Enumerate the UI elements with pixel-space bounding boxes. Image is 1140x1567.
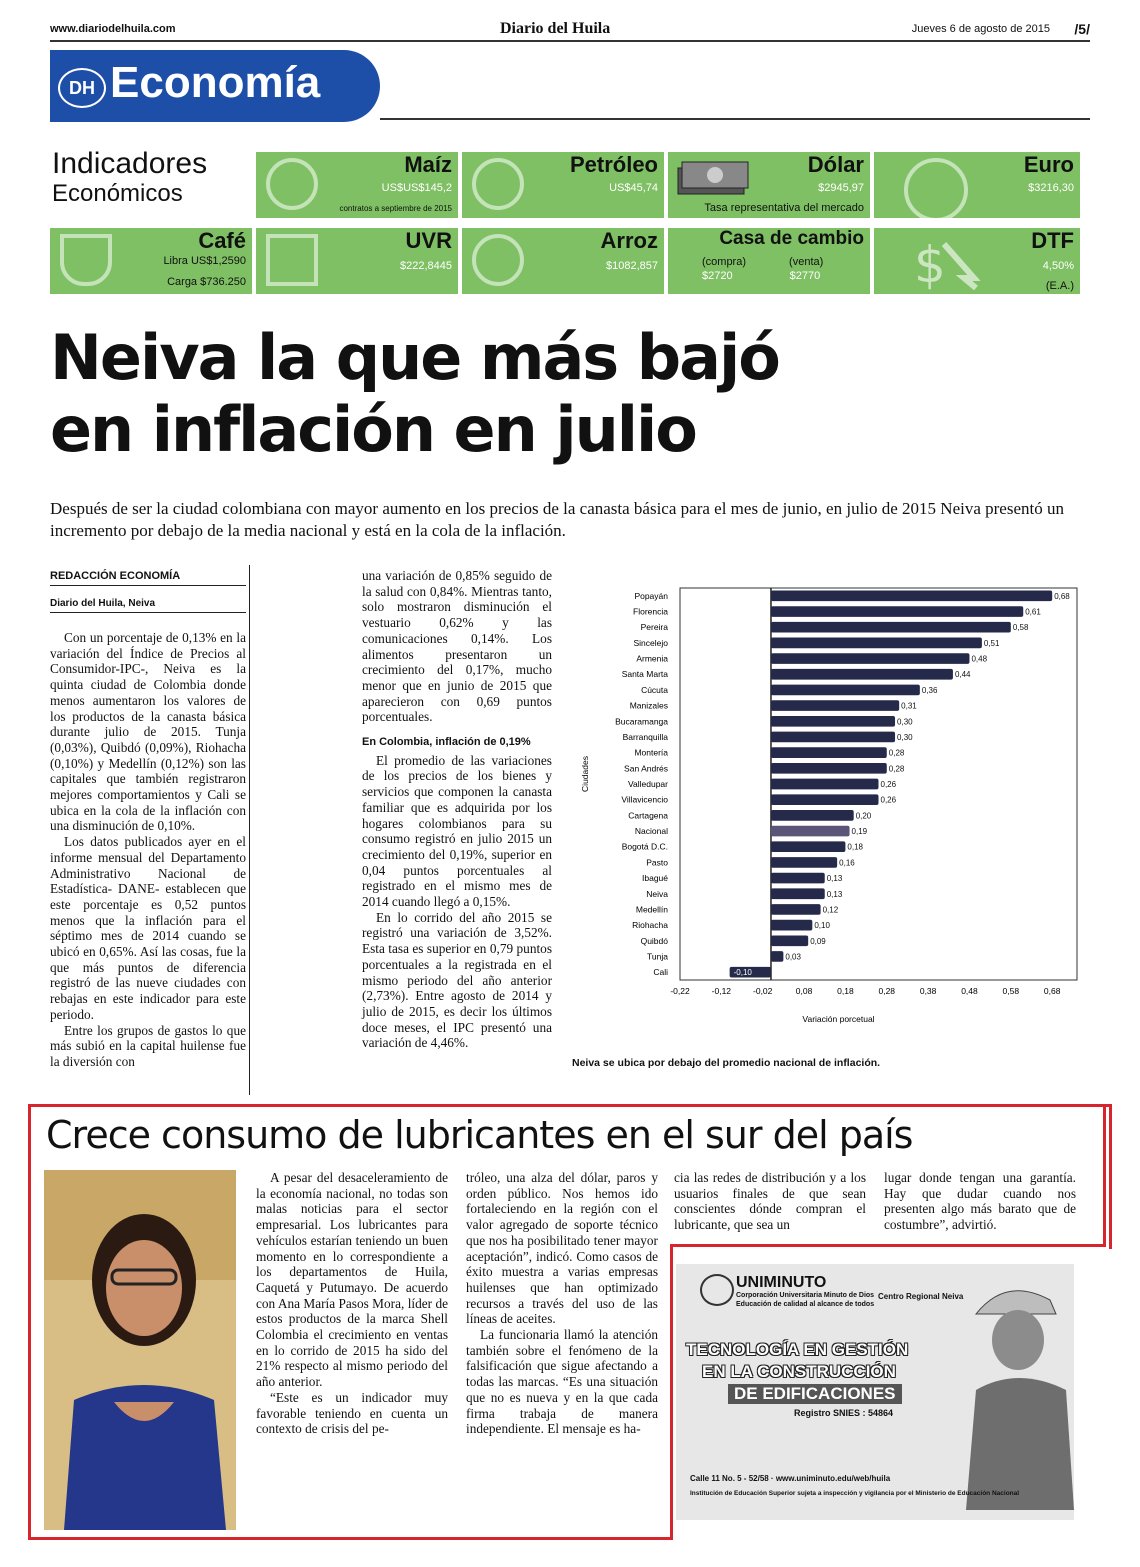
data-label: 0,09 [810,936,826,946]
data-label: 0,13 [826,889,843,899]
bar [771,669,953,680]
rice-icon [472,234,524,286]
x-axis-label: Variación porcetual [802,1014,875,1024]
article2-column-3 [674,1170,866,1233]
article2-column-2 [466,1170,658,1437]
indicator-uvr [256,228,458,294]
indicator-name: Dólar [807,152,864,177]
category-label: Nacional [634,826,668,837]
data-label: 0,44 [954,670,971,680]
data-label: 0,48 [971,654,988,664]
euro-icon [904,158,968,218]
category-label: Cali [653,967,668,978]
bar [771,700,899,711]
advertisement[interactable] [676,1264,1074,1520]
paragraph: Los datos publicados ayer en el informe mensual del Departamento Administrativo Nacional de Estadística- DANE- establecen que este porcentaje es 0,52 puntos menos que la inflación para el séptimo mes de 2014 cuando se ubicó en 0,65%. Así las cosas, fue la que más puntos de diferencia registró de las nueve ciudades con rebajas en este indicador para este periodo. [50,834,246,1022]
category-label: Bogotá D.C. [621,841,668,852]
data-label: 0,12 [822,905,839,915]
category-label: Pasto [646,857,668,868]
indicator-name: Euro [1023,152,1074,177]
section-logo: DH [58,68,106,108]
bar [771,904,821,915]
byline-author: REDACCIÓN ECONOMÍA [50,570,246,586]
bar [771,622,1011,633]
bar [771,747,887,758]
x-tick-label: 0,68 [1043,986,1061,996]
ad-brand-sub-1: Corporación Universitaria Minuto de Dios [736,1292,875,1299]
indicators-title-line1: Indicadores [52,147,208,180]
bar [771,606,1023,617]
banknote-icon [676,160,750,196]
section-banner [50,50,380,122]
paragraph: “Este es un indicador muy favorable teniendo en cuenta un contexto de crisis del pe- [256,1389,448,1437]
paragraph: En lo corrido del año 2015 se registró una variación de 3,52%. Esta tasa es superior en 0,79 puntos porcentuales a la registrada en el mismo periodo del año anterior (2,73%). Entre agosto de 2014 y julio de 2015, es decir los últimos doce meses, el IPC presentó una variación de 4,46%. [362,909,552,1051]
worker-illustration [966,1270,1074,1510]
data-label: 0,51 [983,638,1000,648]
indicator-name: Petróleo [569,152,658,177]
article2-column-1 [256,1170,448,1437]
highlight-box-inner [670,1244,673,1540]
data-label: 0,16 [839,858,855,868]
inflation-bar-chart [572,580,1092,1050]
page-header [50,20,1090,42]
indicator-petroleo [462,152,664,218]
category-label: Montería [634,747,668,758]
ad-regional: Centro Regional Neiva [878,1292,964,1301]
data-label: -0,10 [733,968,752,978]
section-divider [380,118,1090,120]
category-label: Cúcuta [641,684,668,695]
indicator-value: US$45,74 [609,182,658,194]
bar [771,716,895,727]
article-deck: Después de ser la ciudad colombiana con mayor aumento en los precios de la canasta básica para el mes de junio, en julio de 2015 Neiva presentó un incremento por debajo de la media nacional y está en la cola de la inflación. [50,499,1064,540]
indicator-euro [874,152,1080,218]
indicator-value: $222,8445 [400,260,452,272]
x-tick-label: 0,08 [795,986,813,996]
indicator-note: Tasa representativa del mercado [704,202,864,214]
indicator-note: $2720 $2770 [702,270,821,282]
indicator-name: DTF [1031,228,1074,253]
data-label: 0,58 [1012,623,1029,633]
data-label: 0,13 [826,874,843,884]
svg-text:$: $ [914,236,946,290]
article2-column-4 [884,1170,1076,1233]
paragraph: cia las redes de distribución y a los usuarios finales de que sean conscientes dónde compran el lubricante, que sea un [674,1170,866,1233]
data-label: 0,36 [921,685,938,695]
data-label: 0,61 [1025,607,1041,617]
indicator-value: Libra US$1,2590 [163,255,246,267]
house-icon [266,234,318,286]
category-label: Quibdó [640,935,668,946]
chart-caption: Neiva se ubica por debajo del promedio nacional de inflación. [572,1057,881,1069]
bar [771,685,920,696]
indicator-casa-cambio [668,228,870,294]
category-label: Valledupar [627,779,668,789]
article-column-2 [362,568,552,1051]
bar [771,857,837,868]
x-tick-label: -0,22 [670,986,690,996]
category-label: Pereira [640,622,668,633]
indicator-arroz [462,228,664,294]
bar [771,841,845,852]
category-label: Medellín [635,904,668,915]
category-label: Riohacha [632,920,668,931]
article2-headline: Crece consumo de lubricantes en el sur del país [46,1113,913,1157]
article-column-1 [50,630,246,1070]
bar [771,794,879,805]
bar [771,763,887,774]
bar [771,810,854,821]
paragraph: tróleo, una alza del dólar, paros y orden público. Nos hemos ido fortaleciendo en la región con el valor agregado de soporte técnico que nos ha posibilitado tener mayor aceptación”, indicó. Como casos de éxito muestra a varias empresas huilenses que han optimizado recursos a través del uso de las líneas de aceites. [466,1170,658,1327]
indicator-name: Arroz [600,228,658,253]
category-label: Armenia [636,653,668,664]
corn-icon [266,158,318,210]
dollar-arrow-icon [904,234,984,290]
data-label: 0,28 [888,748,905,758]
article-headline [50,322,1110,466]
bar [771,732,895,743]
indicator-dtf [874,228,1080,294]
paragraph: A pesar del desaceleramiento de la economía nacional, no todas son malas noticias para el sector empresarial. Los lubricantes para vehículos estarían teniendo un buen momento en lo correspondiente a los departamentos de Huila, Caquetá y Putumayo. De acuerdo con Ana María Pasos Mora, líder de estos productos de la marca Shell Colombia el crecimiento en ventas en lo corrido de 2015 ha sido del 21% respecto al mismo periodo del año anterior. [256,1170,448,1390]
x-tick-label: -0,12 [711,986,732,996]
category-label: Sincelejo [633,637,668,648]
x-tick-label: 0,18 [837,986,854,996]
ad-snies: Registro SNIES : 54864 [794,1408,894,1418]
site-url[interactable]: www.diariodelhuila.com [50,23,176,35]
indicator-value: $3216,30 [1028,182,1074,194]
category-label: Villavicencio [621,794,668,805]
y-axis-label: Ciudades [580,756,590,792]
indicator-value: (compra) (venta) [702,256,824,268]
ad-brand: UNIMINUTO [736,1274,827,1291]
category-label: Barranquilla [622,731,668,742]
indicator-cafe [50,228,252,294]
paragraph: La funcionaria llamó la atención también sobre el fenómeno de la falsificación que sigue afectando a todas las marcas. “Es una situación que no es nueva y en la que cada firma trabaja de manera independiente. El mensaje es ha- [466,1327,658,1437]
bar [771,873,825,884]
ad-footer: Institución de Educación Superior sujeta a inspección y vigilancia por el Ministerio de Educación Nacional [690,1490,1020,1497]
category-label: Tunja [647,951,668,962]
indicator-name: Café [198,228,246,253]
indicators-title-line2: Económicos [52,180,183,207]
category-label: Neiva [646,888,668,899]
byline-place: Diario del Huila, Neiva [50,598,246,613]
headline-line2: en inflación en julio [50,393,696,466]
category-label: San Andrés [624,763,668,774]
category-label: Manizales [629,700,668,711]
ad-brand-sub-2: Educación de calidad al alcance de todos [736,1301,875,1308]
indicator-note: Carga $736.250 [167,276,246,288]
x-tick-label: -0,02 [753,986,773,996]
page-number: /5/ [1074,21,1090,37]
bar [771,935,808,946]
bar [771,653,970,664]
data-label: 0,68 [1054,591,1070,601]
bar [771,638,982,649]
data-label: 0,30 [897,717,913,727]
data-label: 0,10 [814,921,830,931]
paragraph: una variación de 0,85% seguido de la salud con 0,84%. Mientras tanto, solo mostraron disminución el vestuario 0,62% y las comunicaciones 0,14%. Los alimentos presentaron un crecimiento del 0,17%, mucho menor que en junio de 2015 que aparecieron con 0,69 puntos porcentuales. [362,568,552,725]
data-label: 0,26 [880,795,897,805]
indicator-maiz [256,152,458,218]
paragraph: Con un porcentaje de 0,13% en la variación del Índice de Precios al Consumidor-IPC-, Neiva es la quinta ciudad de Colombia donde menos aumentaron los valores de los productos de la canasta básica durante julio de 2015. Tunja (0,03%), Quibdó (0,09%), Riohacha (0,10%) y Medellín (0,12%) son las capitales que también registraron mejores comportamientos y Cali se ubica en la cola de la inflación con una disminución de 0,10%. [50,630,246,834]
highlight-box-bottom [28,1537,673,1540]
bar [771,920,812,931]
uniminuto-logo-icon [700,1274,734,1306]
highlight-box-left [28,1104,31,1540]
portrait-photo [44,1170,236,1530]
indicator-note: (E.A.) [1045,280,1074,292]
indicator-name: Casa de cambio [719,228,864,249]
paragraph: Entre los grupos de gastos lo que más subió en la capital huilense fue la diversión con [50,1022,246,1069]
bar [771,888,825,899]
data-label: 0,28 [888,764,905,774]
data-label: 0,20 [855,811,872,821]
article-subhead: En Colombia, inflación de 0,19% [362,736,531,749]
highlight-box-step [670,1244,1106,1247]
headline-line1: Neiva la que más bajó [50,321,779,394]
x-tick-label: 0,58 [1002,986,1020,996]
masthead: Diario del Huila [500,20,611,37]
x-tick-label: 0,38 [919,986,937,996]
issue-date: Jueves 6 de agosto de 2015 [911,23,1050,35]
data-label: 0,18 [847,842,863,852]
bar [771,826,850,837]
bar [771,779,879,790]
data-label: 0,26 [880,780,897,789]
paragraph: El promedio de las variaciones de los precios de los bienes y servicios que componen la canasta familiar que es adquirida por los hogares colombianos para su consumo registró en julio 2015 un crecimiento del 0,19%, superior en 0,04 puntos porcentuales al registrado en el mismo mes de 2014 cuando llegó a 0,15%. [362,752,552,910]
category-label: Florencia [633,606,668,617]
indicator-name: UVR [405,228,452,253]
ad-line-2: EN LA CONSTRUCCIÓN [702,1362,896,1381]
data-label: 0,03 [785,952,801,962]
ad-line-3: DE EDIFICACIONES [728,1384,902,1404]
indicator-value: US$US$145,2 [381,182,452,194]
x-tick-label: 0,48 [961,986,978,996]
ad-address[interactable]: Calle 11 No. 5 - 52/58 · www.uniminuto.edu/web/huila [690,1474,891,1483]
portrait-illustration [44,1170,236,1530]
bar [771,591,1052,602]
indicator-value: 4,50% [1042,260,1074,272]
section-title: Economía [110,58,321,107]
data-label: 0,30 [897,732,913,742]
data-label: 0,19 [851,827,868,837]
indicator-note: contratos a septiembre de 2015 [339,204,452,213]
indicator-name: Maíz [404,152,452,177]
indicators-title [52,148,207,208]
column-rule [249,565,250,1095]
bar [771,951,783,962]
category-label: Cartagena [628,810,668,821]
oil-icon [472,158,524,210]
indicator-value: $1082,857 [606,260,658,272]
category-label: Popayán [634,590,668,601]
paragraph: lugar donde tengan una garantía. Hay que dudar cuando nos presenten algo más barato que de costumbre”, advirtió. [884,1170,1076,1233]
coffee-cup-icon [60,234,112,286]
category-label: Bucaramanga [615,716,668,727]
data-label: 0,31 [901,701,917,711]
category-label: Ibagué [642,873,668,884]
x-tick-label: 0,28 [878,986,896,996]
highlight-box-right [1103,1104,1106,1247]
category-label: Santa Marta [621,669,668,680]
indicator-value: $2945,97 [818,182,864,194]
ad-line-1: TECNOLOGÍA EN GESTIÓN [686,1340,909,1359]
indicator-dolar [668,152,870,218]
